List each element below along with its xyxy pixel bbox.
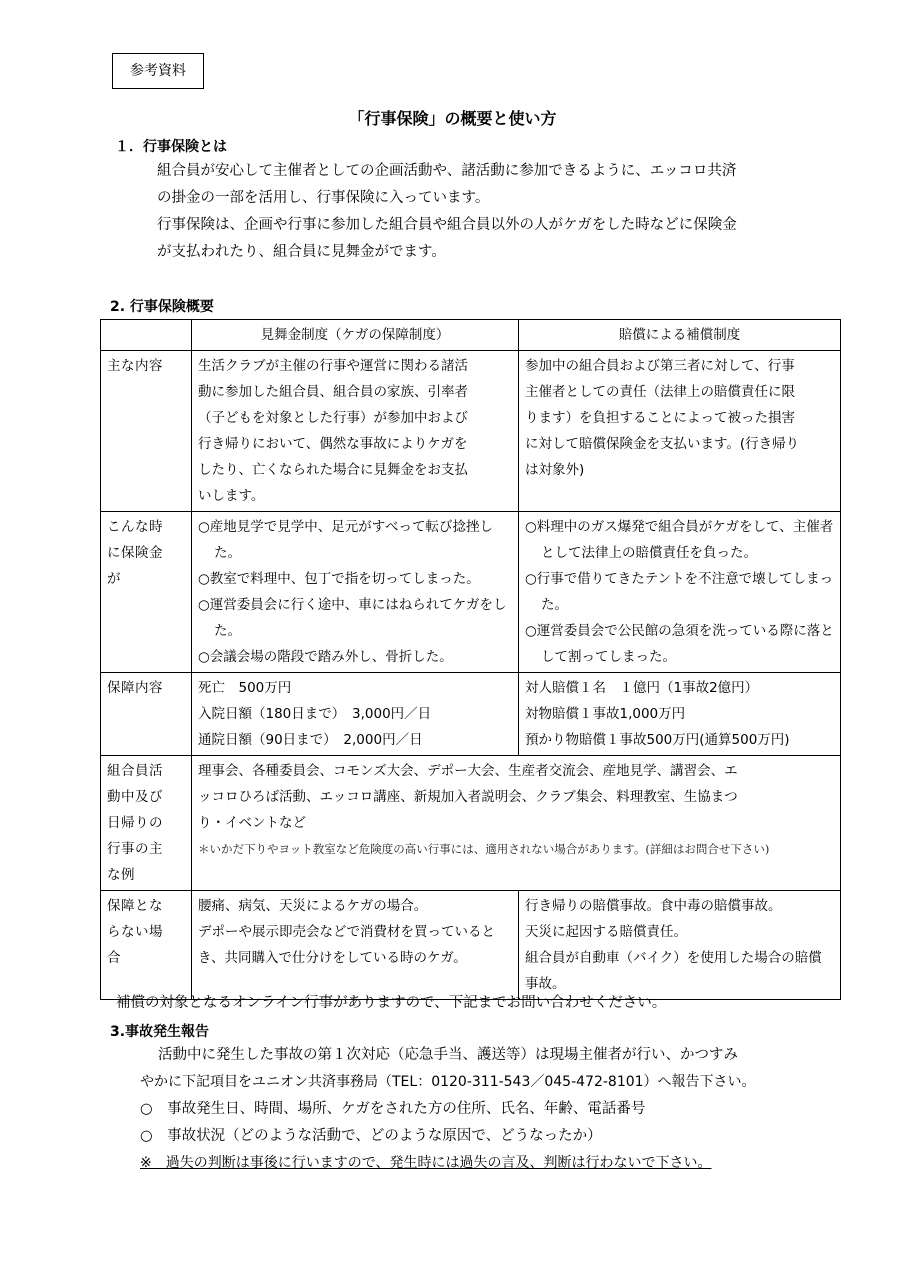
table-row-main	[101, 351, 841, 512]
cell-line: したり、亡くなられた場合に見舞金をお支払	[198, 462, 468, 478]
section3-heading: 3.事故発生報告	[110, 1024, 210, 1040]
cell-line: 参加中の組合員および第三者に対して、行事	[525, 358, 795, 374]
section3-line: やかに下記項目をユニオン共済事務局（TEL：0120-311-543／045-472-8101）へ報告下さい。	[140, 1074, 756, 1090]
label-line: に保険金	[107, 545, 163, 561]
table-header-row	[101, 320, 841, 351]
cell-line: ります）を負担することによって被った損害	[525, 410, 795, 426]
section1-line: の掛金の一部を活用し、行事保険に入っています。	[157, 190, 490, 206]
cell-line: は対象外)	[525, 462, 585, 478]
label-line: 日帰りの	[107, 815, 163, 831]
cell-line: 行き帰りにおいて、偶然な事故によりケガを	[198, 436, 468, 452]
cell-line: 対物賠償１事故1,000万円	[525, 706, 686, 722]
row-label-coverage: 保障内容	[101, 673, 192, 756]
cell-examples	[192, 756, 841, 891]
section2-heading: 2. 行事保険概要	[110, 299, 214, 315]
cell-line: 天災に起因する賠償責任。	[525, 924, 687, 940]
cell-excluded-mimai	[192, 891, 519, 1000]
cell-line: （子どもを対象とした行事）が参加中および	[198, 410, 468, 426]
section3-line: 活動中に発生した事故の第１次対応（応急手当、護送等）は現場主催者が行い、かつすみ	[158, 1047, 738, 1063]
cell-line: 理事会、各種委員会、コモンズ大会、デポー大会、生産者交流会、産地見学、講習会、エ	[198, 763, 738, 779]
header-blank-cell	[101, 320, 192, 351]
section1-body	[157, 158, 737, 266]
label-line: な例	[107, 867, 135, 883]
header-baisho: 賠償による補償制度	[519, 320, 841, 351]
insurance-overview-table	[100, 319, 841, 1000]
section1-line: 行事保険は、企画や行事に参加した組合員や組合員以外の人がケガをした時などに保険金	[157, 217, 737, 233]
label-line: 行事の主	[107, 841, 163, 857]
row-label-when	[101, 512, 192, 673]
example-item: ○産地見学で見学中、足元がすべって転び捻挫した。	[198, 519, 494, 561]
cell-line: 動に参加した組合員、組合員の家族、引率者	[198, 384, 468, 400]
example-item: ○料理中のガス爆発で組合員がケガをして、主催者として法律上の賠償責任を負った。	[525, 519, 834, 561]
cell-line: 組合員が自動車（バイク）を使用した場合の賠償事故。	[525, 950, 822, 992]
cell-line: 通院日額（90日まで） 2,000円／日	[198, 732, 423, 748]
label-line: が	[107, 571, 121, 587]
label-line: 合	[107, 950, 121, 966]
section1-heading: １．行事保険とは	[115, 139, 227, 155]
report-item: ○ 事故発生日、時間、場所、ケガをされた方の住所、氏名、年齢、電話番号	[140, 1101, 646, 1117]
report-item: ○ 事故状況（どのような活動で、どのような原因で、どうなったか）	[140, 1128, 602, 1144]
cell-line: に対して賠償保険金を支払います。(行き帰り	[525, 436, 800, 452]
cell-line: 預かり物賠償１事故500万円(通算500万円)	[525, 732, 790, 748]
reference-material-label: 参考資料	[112, 53, 204, 89]
cell-line: 生活クラブが主催の行事や運営に関わる諸活	[198, 358, 468, 374]
cell-when-mimai	[192, 512, 519, 673]
cell-line: 対人賠償１名 １億円（1事故2億円）	[525, 680, 759, 696]
cell-line: り・イベントなど	[198, 815, 306, 831]
row-label-excluded	[101, 891, 192, 1000]
table-row-coverage	[101, 673, 841, 756]
label-line: 動中及び	[107, 789, 163, 805]
cell-line: いします。	[198, 488, 265, 504]
cell-line: ッコロひろば活動、エッコロ講座、新規加入者説明会、クラブ集会、料理教室、生協まつ	[198, 789, 738, 805]
section3-body	[140, 1042, 830, 1177]
cell-line: 死亡 500万円	[198, 680, 292, 696]
cell-coverage-baisho	[519, 673, 841, 756]
examples-note: ＊いかだ下りやヨット教室など危険度の高い行事には、適用されない場合があります。(詳細はお問合せ下さい)	[198, 842, 770, 856]
cell-line: 入院日額（180日まで） 3,000円／日	[198, 706, 432, 722]
example-item: ○会議会場の階段で踏み外し、骨折した。	[198, 649, 453, 665]
negligence-warning: ※ 過失の判断は事後に行いますので、発生時には過失の言及、判断は行わないで下さい。	[140, 1155, 712, 1171]
section1-line: が支払われたり、組合員に見舞金がでます。	[157, 244, 446, 260]
label-line: こんな時	[107, 519, 163, 535]
cell-line: デポーや展示即売会などで消費材を買っているとき、共同購入で仕分けをしている時のケガ。	[198, 924, 495, 966]
online-events-note: 補償の対象となるオンライン行事がありますので、下記までお問い合わせください。	[116, 995, 667, 1011]
example-item: ○行事で借りてきたテントを不注意で壊してしまった。	[525, 571, 834, 613]
label-line: 組合員活	[107, 763, 163, 779]
cell-main-mimai	[192, 351, 519, 512]
label-line: らない場	[107, 924, 163, 940]
section1-line: 組合員が安心して主催者としての企画活動や、諸活動に参加できるように、エッコロ共済	[157, 163, 737, 179]
label-line: 保障とな	[107, 898, 163, 914]
page-title: 「行事保険」の概要と使い方	[348, 109, 557, 128]
table-row-excluded	[101, 891, 841, 1000]
example-item: ○運営委員会で公民館の急須を洗っている際に落として割ってしまった。	[525, 623, 834, 665]
table-row-when	[101, 512, 841, 673]
cell-main-baisho	[519, 351, 841, 512]
cell-line: 腰痛、病気、天災によるケガの場合。	[198, 898, 428, 914]
row-label-examples	[101, 756, 192, 891]
example-item: ○運営委員会に行く途中、車にはねられてケガをした。	[198, 597, 507, 639]
cell-line: 行き帰りの賠償事故。食中毒の賠償事故。	[525, 898, 782, 914]
table-row-examples	[101, 756, 841, 891]
row-label-main: 主な内容	[101, 351, 192, 512]
cell-line: 主催者としての責任（法律上の賠償責任に限	[525, 384, 795, 400]
header-mimai: 見舞金制度（ケガの保障制度）	[192, 320, 519, 351]
cell-coverage-mimai	[192, 673, 519, 756]
cell-when-baisho	[519, 512, 841, 673]
example-item: ○教室で料理中、包丁で指を切ってしまった。	[198, 571, 480, 587]
cell-excluded-baisho	[519, 891, 841, 1000]
